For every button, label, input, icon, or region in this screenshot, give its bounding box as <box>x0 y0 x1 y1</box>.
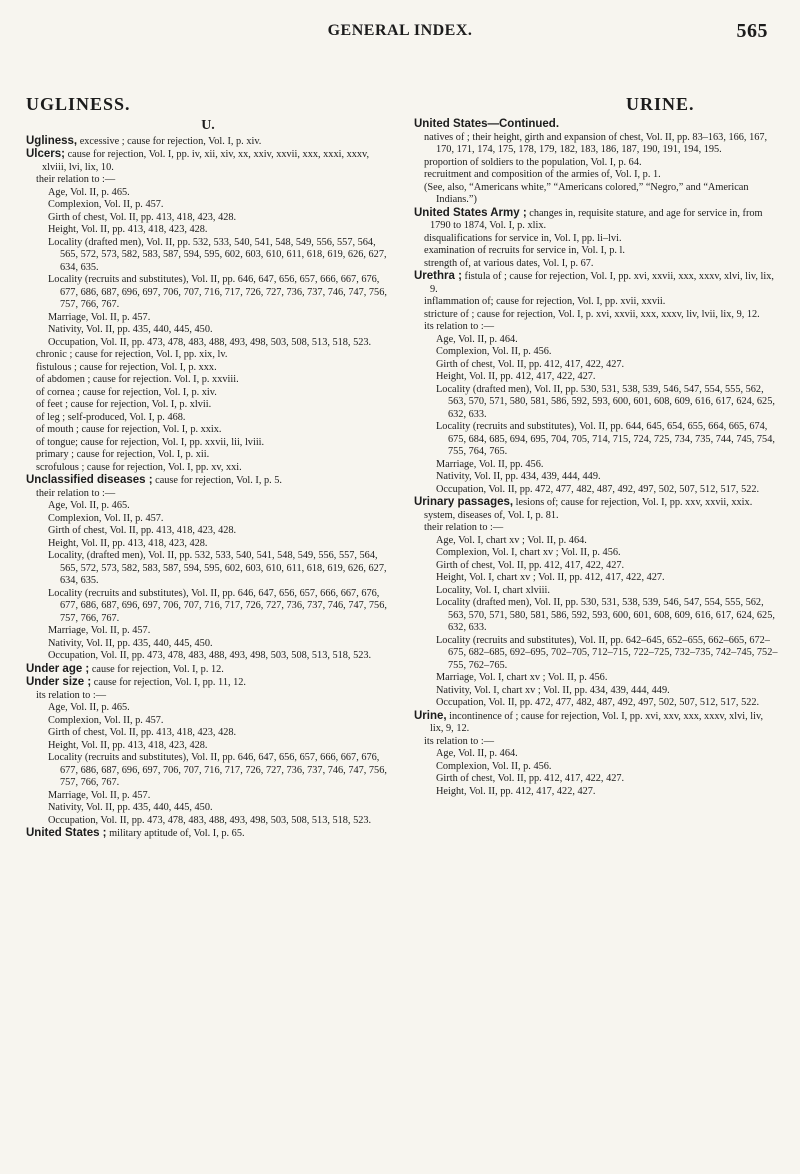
index-subentry <box>414 321 778 334</box>
index-subentry <box>26 815 390 828</box>
index-subentry <box>26 399 390 412</box>
entry-text: Height, Vol. II, pp. 413, 418, 423, 428. <box>48 224 208 235</box>
entry-text: Locality (drafted men), Vol. II, pp. 532, 533, 540, 541, 548, 549, 556, 557, 564, 565, 572, 573, 582, 583, 587, 594, 595, 602, 603, 610, 611, 618, 619, 626, 627, 634, 635. <box>48 236 387 273</box>
index-subentry <box>26 790 390 803</box>
index-subentry <box>414 560 778 573</box>
entry-text: their relation to :— <box>36 487 116 499</box>
index-subentry <box>414 736 778 749</box>
entry-heading: Ulcers; <box>26 148 65 160</box>
entry-text: fistula of ; cause for rejection, Vol. I, pp. xvi, xxvii, xxx, xxxv, xlvi, liv, lix, 9. <box>430 271 774 295</box>
entry-text: Height, Vol. I, chart xv ; Vol. II, pp. 412, 417, 422, 427. <box>436 572 665 583</box>
entry-text: Complexion, Vol. II, p. 457. <box>48 714 164 726</box>
entry-heading: Urethra ; <box>414 270 462 282</box>
entry-text: Occupation, Vol. II, pp. 472, 477, 482, 487, 492, 497, 502, 507, 512, 517, 522. <box>436 483 760 495</box>
entry-text: Nativity, Vol. I, chart xv ; Vol. II, pp. 434, 439, 444, 449. <box>436 684 670 696</box>
index-subentry <box>26 488 390 501</box>
entry-heading: Urine, <box>414 709 447 722</box>
index-subentry <box>26 174 390 187</box>
entry-text: inflammation of; cause for rejection, Vol. I, pp. xvii, xxvii. <box>424 296 666 307</box>
index-subentry <box>26 650 390 663</box>
index-subentry <box>414 685 778 698</box>
index-subentry <box>414 786 778 799</box>
entry-text: natives of ; their height, girth and expansion of chest, Vol. II, pp. 83–163, 166, 167, 170, 171, 174, 175, 178, 179, 182, 183, 186, 187, 190, 191, 194, 195. <box>424 131 768 155</box>
index-entry <box>26 135 390 149</box>
index-subentry <box>414 371 778 384</box>
entry-text: Height, Vol. II, pp. 412, 417, 422, 427. <box>436 785 596 797</box>
entry-text: system, diseases of, Vol. I, p. 81. <box>424 509 559 521</box>
entry-text: of abdomen ; cause for rejection. Vol. I, p. xxviii. <box>36 374 239 385</box>
index-subentry <box>26 349 390 362</box>
index-subentry <box>414 346 778 359</box>
index-entry <box>414 710 778 736</box>
entry-text: Girth of chest, Vol. II, pp. 412, 417, 422, 427. <box>436 358 625 370</box>
section-letter: U. <box>201 118 215 133</box>
index-entry <box>414 270 778 296</box>
entry-text: Occupation, Vol. II, pp. 472, 477, 482, 487, 492, 497, 502, 507, 512, 517, 522. <box>436 697 760 708</box>
index-subentry <box>414 484 778 497</box>
index-subentry <box>26 550 390 588</box>
entry-text: Nativity, Vol. II, pp. 435, 440, 445, 450. <box>48 637 213 649</box>
entry-heading: Under size ; <box>26 676 92 688</box>
entry-text: its relation to :— <box>36 689 107 701</box>
entry-text: of tongue; cause for rejection, Vol. I, pp. xxvii, lii, lviii. <box>36 436 265 448</box>
left-column-heading: UGLINESS. <box>26 94 131 114</box>
index-subentry <box>26 588 390 626</box>
entry-text: Age, Vol. II, p. 464. <box>436 333 518 345</box>
index-subentry <box>26 274 390 312</box>
index-entry <box>414 118 778 132</box>
entry-text: Marriage, Vol. II, p. 457. <box>48 311 151 323</box>
entry-text: cause for rejection, Vol. I, pp. 11, 12. <box>91 677 246 688</box>
index-subentry <box>26 525 390 538</box>
right-entries <box>414 118 778 798</box>
entry-text: its relation to :— <box>424 321 495 332</box>
index-subentry <box>26 702 390 715</box>
entry-text: Locality (recruits and substitutes), Vol. II, pp. 646, 647, 656, 657, 666, 667, 676, 677, 686, 687, 696, 697, 706, 707, 716, 717, 726, 727, 736, 737, 746, 747, 756, 757, 766, 767. <box>48 587 387 624</box>
entry-text: Complexion, Vol. II, p. 457. <box>48 199 164 210</box>
entry-text: chronic ; cause for rejection, Vol. I, pp. xix, lv. <box>36 349 228 360</box>
entry-text: Nativity, Vol. II, pp. 434, 439, 444, 449. <box>436 471 601 482</box>
entry-text: Age, Vol. II, p. 465. <box>48 500 130 511</box>
index-subentry <box>26 437 390 450</box>
index-subentry <box>26 449 390 462</box>
index-subentry <box>414 182 778 207</box>
entry-text: Girth of chest, Vol. II, pp. 412, 417, 422, 427. <box>436 559 625 571</box>
entry-text: Age, Vol. II, p. 465. <box>48 186 130 198</box>
entry-text: Marriage, Vol. II, pp. 456. <box>436 458 544 470</box>
index-subentry <box>414 522 778 535</box>
entry-text: excessive ; cause for rejection, Vol. I, p. xiv. <box>77 135 262 147</box>
entry-text: examination of recruits for service in, Vol. I, p. l. <box>424 245 625 256</box>
index-subentry <box>26 727 390 740</box>
entry-text: military aptitude of, Vol. I, p. 65. <box>106 828 245 839</box>
entry-text: fistulous ; cause for rejection, Vol. I, p. xxx. <box>36 361 217 373</box>
entry-text: Complexion, Vol. II, p. 456. <box>436 346 552 357</box>
entry-text: Locality (recruits and substitutes), Vol. II, pp. 642–645, 652–655, 662–665, 672–675, 682–685, 692–695, 702–705, 712–715, 722–725, 732–735, 742–745, 752–755, 762–765. <box>436 634 778 671</box>
index-subentry <box>414 697 778 710</box>
entry-text: of feet ; cause for rejection, Vol. I, p. xlvii. <box>36 399 212 410</box>
entry-heading: Unclassified diseases ; <box>26 474 153 486</box>
entry-text: recruitment and composition of the armies of, Vol. I, p. 1. <box>424 169 661 180</box>
index-subentry <box>26 462 390 475</box>
index-subentry <box>26 187 390 200</box>
index-entry <box>414 496 778 510</box>
index-subentry <box>414 597 778 635</box>
entry-text: scrofulous ; cause for rejection, Vol. I, pp. xv, xxi. <box>36 461 242 473</box>
left-index-column <box>26 120 390 841</box>
entry-text: of mouth ; cause for rejection, Vol. I, p. xxix. <box>36 424 222 435</box>
index-subentry <box>26 513 390 526</box>
index-subentry <box>26 690 390 703</box>
entry-heading: Under age ; <box>26 662 90 675</box>
index-subentry <box>414 773 778 786</box>
index-subentry <box>26 715 390 728</box>
index-subentry <box>26 638 390 651</box>
entry-text: cause for rejection, Vol. I, pp. iv, xii, xiv, xx, xxiv, xxvii, xxx, xxxi, xxxv, xlviii, lvi, lix, 10. <box>42 149 370 173</box>
index-entry <box>26 676 390 690</box>
index-entry <box>26 148 390 174</box>
index-subentry <box>414 334 778 347</box>
index-subentry <box>26 374 390 387</box>
entry-text: Locality (recruits and substitutes), Vol. II, pp. 646, 647, 656, 657, 666, 667, 676, 677, 686, 687, 696, 697, 706, 707, 716, 717, 726, 727, 736, 737, 746, 747, 756, 757, 766, 767. <box>48 752 387 788</box>
entry-text: Girth of chest, Vol. II, pp. 412, 417, 422, 427. <box>436 773 625 784</box>
entry-text: Locality, (drafted men), Vol. II, pp. 532, 533, 540, 541, 548, 549, 556, 557, 564, 565, 572, 573, 582, 583, 587, 594, 595, 602, 603, 610, 611, 618, 619, 626, 627, 634, 635. <box>48 550 387 586</box>
entry-text: Age, Vol. II, p. 464. <box>436 748 518 759</box>
entry-text: Complexion, Vol. II, p. 457. <box>48 512 164 524</box>
entry-text: Locality (recruits and substitutes), Vol. II, pp. 646, 647, 656, 657, 666, 667, 676, 677, 686, 687, 696, 697, 706, 707, 716, 717, 726, 727, 736, 737, 746, 747, 756, 757, 766, 767. <box>48 274 387 310</box>
entry-text: its relation to :— <box>424 735 495 747</box>
index-subentry <box>26 337 390 350</box>
entry-text: Height, Vol. II, pp. 413, 418, 423, 428. <box>48 739 208 751</box>
index-subentry <box>26 312 390 325</box>
entry-text: Nativity, Vol. II, pp. 435, 440, 445, 450. <box>48 802 213 813</box>
index-subentry <box>414 169 778 182</box>
index-subentry <box>26 212 390 225</box>
index-entry <box>26 474 390 488</box>
entry-text: Locality (drafted men), Vol. II, pp. 530, 531, 538, 539, 546, 547, 554, 555, 562, 563, 570, 571, 580, 581, 586, 592, 593, 600, 601, 608, 609, 616, 617, 624, 625, 632, 633. <box>436 383 775 420</box>
index-entry <box>414 207 778 233</box>
index-subentry <box>26 199 390 212</box>
entry-text: Occupation, Vol. II, pp. 473, 478, 483, 488, 493, 498, 503, 508, 513, 518, 523. <box>48 650 372 661</box>
index-subentry <box>414 245 778 258</box>
index-subentry <box>26 412 390 425</box>
index-subentry <box>414 233 778 246</box>
left-entries <box>26 135 390 841</box>
entry-text: lesions of; cause for rejection, Vol. I, pp. xxv, xxvii, xxix. <box>513 497 753 508</box>
index-subentry <box>414 459 778 472</box>
entry-text: incontinence of ; cause for rejection, Vol. I, pp. xvi, xxv, xxx, xxxv, xlvi, liv, lix, 9, 12. <box>430 710 764 734</box>
index-subentry <box>414 309 778 322</box>
entry-text: strength of, at various dates, Vol. I, p. 67. <box>424 257 594 269</box>
entry-text: Locality, Vol. I, chart xlviii. <box>436 584 550 596</box>
entry-text: Height, Vol. II, pp. 412, 417, 422, 427. <box>436 371 596 382</box>
index-subentry <box>414 471 778 484</box>
index-subentry <box>414 258 778 271</box>
entry-heading: Urinary passages, <box>414 496 514 508</box>
index-subentry <box>414 421 778 459</box>
index-entry <box>26 827 390 841</box>
entry-text: Locality (recruits and substitutes), Vol. II, pp. 644, 645, 654, 655, 664, 665, 674, 675, 684, 685, 694, 695, 704, 705, 714, 715, 724, 725, 734, 735, 744, 745, 754, 755, 764, 765. <box>436 421 775 457</box>
entry-heading: United States Army ; <box>414 206 527 219</box>
index-subentry <box>26 424 390 437</box>
entry-text: disqualifications for service in, Vol. I, pp. li–lvi. <box>424 232 622 244</box>
index-subentry <box>414 761 778 774</box>
index-subentry <box>414 384 778 422</box>
entry-text: Locality (drafted men), Vol. II, pp. 530, 531, 538, 539, 546, 547, 554, 555, 562, 563, 570, 571, 580, 581, 586, 592, 593, 600, 601, 608, 609, 616, 617, 624, 625, 632, 633. <box>436 597 775 633</box>
entry-text: of cornea ; cause for rejection, Vol. I, p. xiv. <box>36 386 217 398</box>
entry-text: Occupation, Vol. II, pp. 473, 478, 483, 488, 493, 498, 503, 508, 513, 518, 523. <box>48 336 372 348</box>
index-subentry <box>26 740 390 753</box>
index-subentry <box>26 362 390 375</box>
entry-text: their relation to :— <box>36 174 116 185</box>
index-subentry <box>414 672 778 685</box>
entry-text: Occupation, Vol. II, pp. 473, 478, 483, 488, 493, 498, 503, 508, 513, 518, 523. <box>48 814 372 826</box>
entry-text: Nativity, Vol. II, pp. 435, 440, 445, 450. <box>48 324 213 335</box>
index-subentry <box>414 547 778 560</box>
index-subentry <box>26 752 390 790</box>
index-subentry <box>26 324 390 337</box>
entry-text: Complexion, Vol. I, chart xv ; Vol. II, p. 456. <box>436 547 621 558</box>
right-index-column <box>414 118 778 798</box>
entry-text: Height, Vol. II, pp. 413, 418, 423, 428. <box>48 537 208 549</box>
entry-text: Complexion, Vol. II, p. 456. <box>436 760 552 772</box>
index-subentry <box>26 500 390 513</box>
entry-text: stricture of ; cause for rejection, Vol. I, p. xvi, xxvii, xxx, xxxv, liv, lvii, lix, 9, 12. <box>424 308 760 320</box>
entry-text: Marriage, Vol. II, p. 457. <box>48 789 151 801</box>
entry-text: of leg ; self-produced, Vol. I, p. 468. <box>36 411 186 423</box>
index-subentry <box>414 572 778 585</box>
index-subentry <box>26 625 390 638</box>
index-subentry <box>26 538 390 551</box>
index-subentry <box>26 224 390 237</box>
index-entry <box>26 663 390 677</box>
entry-text: cause for rejection, Vol. I, p. 12. <box>89 663 224 675</box>
index-subentry <box>414 535 778 548</box>
right-column-heading: URINE. <box>626 94 695 114</box>
index-subentry <box>414 585 778 598</box>
index-subentry <box>26 387 390 400</box>
index-subentry <box>414 635 778 673</box>
index-subentry <box>414 132 778 157</box>
page-number: 565 <box>736 20 768 42</box>
index-subentry <box>414 157 778 170</box>
entry-text: changes in, requisite stature, and age for service in, from 1790 to 1874, Vol. I, p. xlix. <box>430 207 763 231</box>
entry-heading: Ugliness, <box>26 134 78 147</box>
entry-heading: United States ; <box>26 827 107 839</box>
index-subentry <box>26 237 390 275</box>
running-head <box>0 20 800 46</box>
entry-text: Marriage, Vol. II, p. 457. <box>48 625 151 636</box>
entry-text: Girth of chest, Vol. II, pp. 413, 418, 423, 428. <box>48 525 237 536</box>
index-subentry <box>414 296 778 309</box>
entry-text: Girth of chest, Vol. II, pp. 413, 418, 423, 428. <box>48 727 237 738</box>
entry-text: Age, Vol. II, p. 465. <box>48 702 130 713</box>
index-subentry <box>26 802 390 815</box>
index-subentry <box>414 359 778 372</box>
running-title: GENERAL INDEX. <box>327 22 473 39</box>
index-subentry <box>414 748 778 761</box>
entry-text: Age, Vol. I, chart xv ; Vol. II, p. 464. <box>436 534 587 546</box>
entry-text: primary ; cause for rejection, Vol. I, p. xii. <box>36 449 210 460</box>
entry-text: Girth of chest, Vol. II, pp. 413, 418, 423, 428. <box>48 211 237 223</box>
entry-text: (See, also, “Americans white,” “Americans colored,” “Negro,” and “American Indians.”) <box>424 181 749 205</box>
entry-text: proportion of soldiers to the population, Vol. I, p. 64. <box>424 156 642 168</box>
entry-text: Marriage, Vol. I, chart xv ; Vol. II, p. 456. <box>436 672 608 683</box>
entry-text: cause for rejection, Vol. I, p. 5. <box>152 475 283 486</box>
index-subentry <box>414 510 778 523</box>
entry-text: their relation to :— <box>424 522 504 533</box>
entry-heading: United States—Continued. <box>414 118 560 130</box>
